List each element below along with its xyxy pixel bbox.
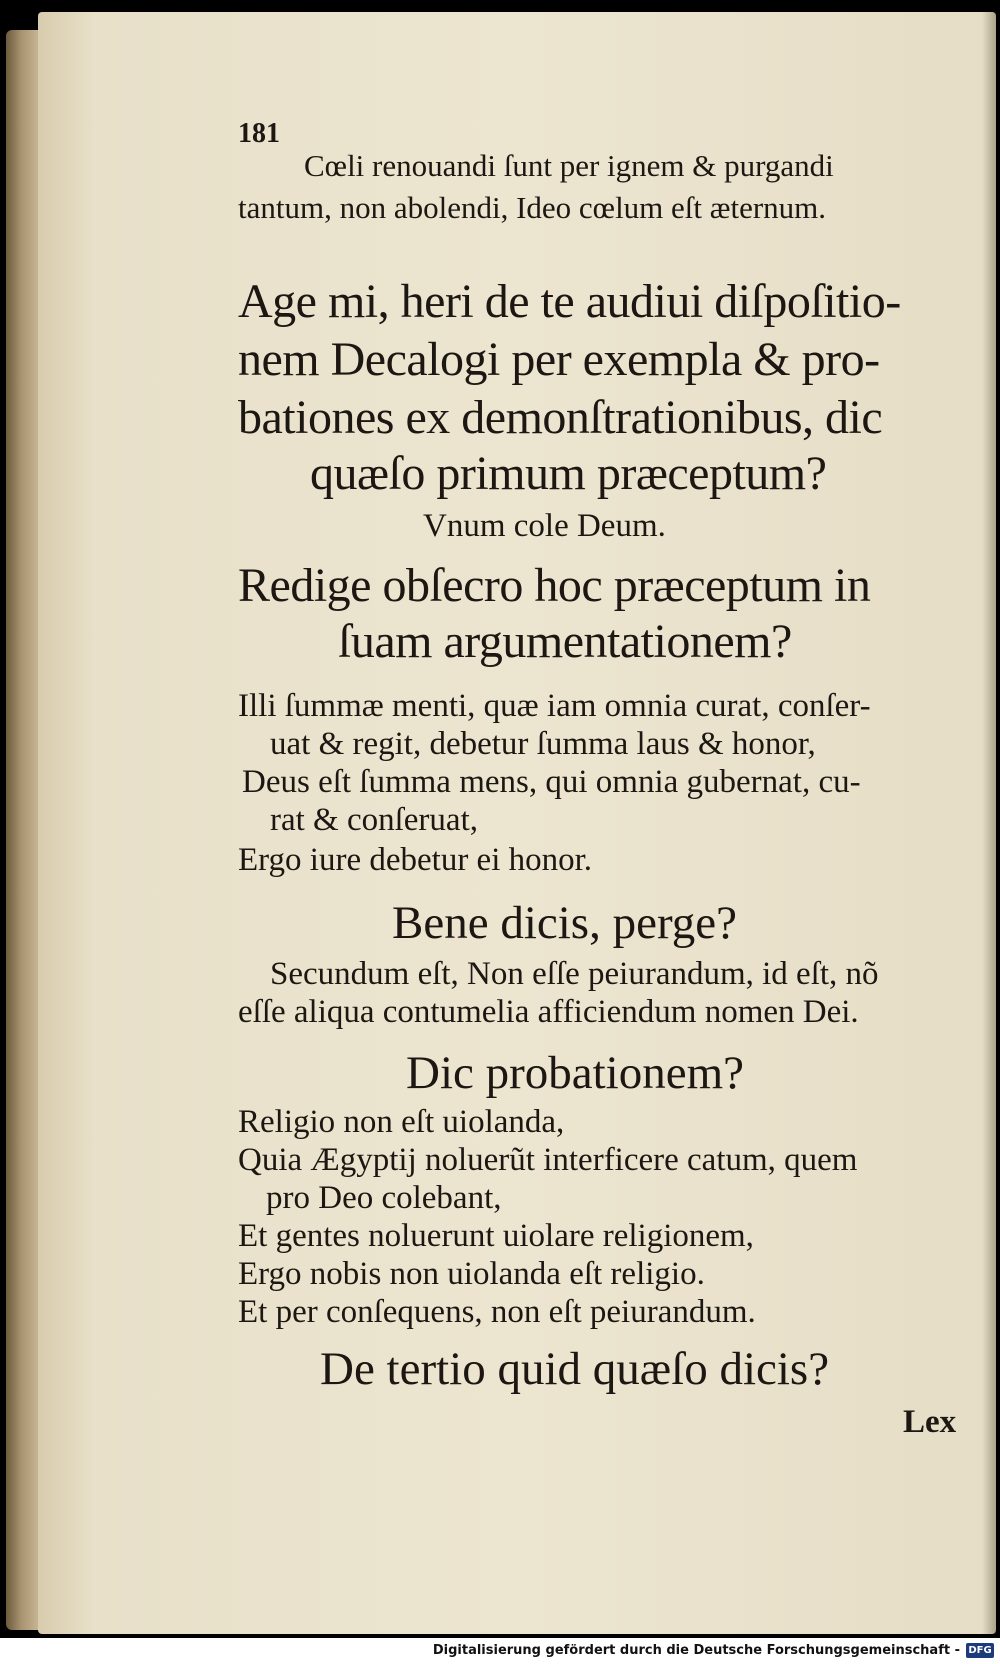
page-number: 181 [238,118,280,149]
proof-line: Religio non eſt uiolanda, [238,1104,565,1140]
text-line: Cœli renouandi ſunt per ignem & purgandi [304,148,834,183]
footer-credit: Digitalisierung gefördert durch die Deutsche Forschungsgemeinschaft - [432,1643,960,1658]
question-line: Dic probationem? [406,1047,745,1099]
question-line: Bene dicis, perge? [392,897,737,949]
syllogism-line: rat & conſeruat, [270,802,478,838]
question-line: nem Decalogi per exempla & pro- [238,333,880,386]
question-line: De tertio quid quæſo dicis? [320,1343,830,1395]
question-line: ſuam argumentationem? [338,615,792,668]
dfg-logo: DFG [966,1643,994,1658]
question-line: Age mi, heri de te audiui diſpoſitio- [238,275,901,328]
answer-line: Vnum cole Deum. [423,508,666,544]
answer-line: Secundum eſt, Non eſſe peiurandum, id eſt, nõ [270,956,879,992]
syllogism-line: Illi ſummæ menti, quæ iam omnia curat, conſer- [238,688,871,724]
book-edge [6,30,40,1630]
proof-line: Ergo nobis non uiolanda eſt religio. [238,1256,705,1292]
proof-line: Et per conſequens, non eſt peiurandum. [238,1294,756,1330]
proof-line: Et gentes noluerunt uiolare religionem, [238,1218,754,1254]
question-line: Redige obſecro hoc præceptum in [238,559,871,612]
question-line: quæſo primum præceptum? [310,447,827,500]
answer-line: eſſe aliqua contumelia afficiendum nomen Dei. [238,994,859,1030]
footer-bar [0,1638,1000,1664]
syllogism-line: Deus eſt ſumma mens, qui omnia gubernat, cu- [242,764,861,800]
text-line: tantum, non abolendi, Ideo cœlum eſt æternum. [238,190,827,225]
syllogism-line: Ergo iure debetur ei honor. [238,842,593,878]
catchword: Lex [903,1404,957,1440]
proof-line: pro Deo colebant, [266,1180,502,1216]
question-line: bationes ex demonſtrationibus, dic [238,391,883,444]
syllogism-line: uat & regit, debetur ſumma laus & honor, [270,726,816,762]
proof-line: Quia Ægyptij noluerũt interficere catum, quem [238,1142,858,1178]
book-page [38,12,996,1634]
